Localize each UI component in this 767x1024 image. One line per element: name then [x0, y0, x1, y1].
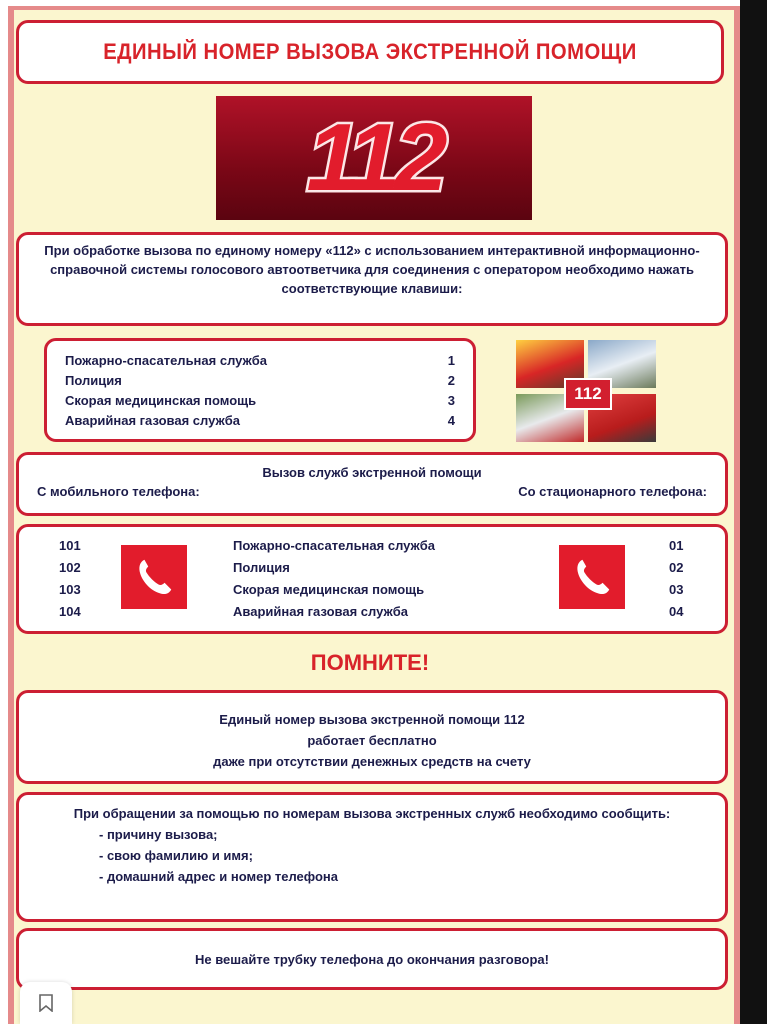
- landline-label: Со стационарного телефона:: [518, 484, 707, 499]
- free-call-line: работает бесплатно: [307, 733, 437, 748]
- code-service: Пожарно-спасательная служба: [233, 538, 436, 553]
- landline-code: 02: [669, 560, 684, 575]
- intro-text: При обработке вызова по единому номеру «112» с использованием интерактивной информационно-справочной системы голосового автоответчика для соединения с оператором необходимо нажать соответствующие клавиши:: [44, 243, 700, 296]
- phone-icon: [121, 545, 187, 609]
- mobile-code: 101: [59, 538, 81, 553]
- free-call-box: [16, 690, 728, 784]
- report-item: - домашний адрес и номер телефона: [99, 869, 339, 884]
- call-services-box: [16, 452, 728, 516]
- service-row: [65, 411, 455, 431]
- service-row: [65, 371, 455, 391]
- mobile-code: 103: [59, 582, 81, 597]
- codes-box: [16, 524, 728, 634]
- code-service: Аварийная газовая служба: [233, 604, 408, 619]
- service-name: Аварийная газовая служба: [65, 413, 240, 428]
- emergency-vehicles-collage: [516, 340, 658, 444]
- landline-code: 04: [669, 604, 684, 619]
- service-key: 3: [447, 393, 455, 408]
- service-key: 1: [447, 353, 455, 368]
- mobile-codes: [59, 535, 81, 623]
- code-service: Скорая медицинская помощь: [233, 582, 425, 597]
- call-title: Вызов служб экстренной помощи: [262, 465, 482, 480]
- landline-codes: [669, 535, 683, 623]
- report-item: - причину вызова;: [99, 827, 218, 842]
- hang-up-box: [16, 928, 728, 990]
- intro-box: [16, 232, 728, 326]
- mobile-code: 102: [59, 560, 81, 575]
- phone-icon: [559, 545, 625, 609]
- service-key: 2: [447, 373, 455, 388]
- report-heading: При обращении за помощью по номерам вызова экстренных служб необходимо сообщить:: [73, 806, 671, 821]
- title-box: [16, 20, 724, 84]
- service-name: Скорая медицинская помощь: [65, 393, 257, 408]
- service-row: [65, 351, 455, 371]
- services-keys-box: [44, 338, 476, 442]
- bookmark-button[interactable]: [20, 982, 72, 1024]
- mobile-code: 104: [59, 604, 81, 619]
- free-call-line: Единый номер вызова экстренной помощи 112: [219, 712, 525, 727]
- service-names: [233, 535, 435, 623]
- hang-up-text: Не вешайте трубку телефона до окончания разговора!: [195, 951, 549, 967]
- report-box: [16, 792, 728, 922]
- code-service: Полиция: [233, 560, 290, 575]
- poster-title: ЕДИНЫЙ НОМЕР ВЫЗОВА ЭКСТРЕННОЙ ПОМОЩИ: [103, 39, 637, 64]
- mobile-label: С мобильного телефона:: [37, 484, 200, 499]
- service-row: [65, 391, 455, 411]
- remember-heading: ПОМНИТЕ!: [310, 650, 430, 675]
- right-edge-bar: [740, 0, 767, 1024]
- report-item: - свою фамилию и имя;: [99, 848, 253, 863]
- service-name: Полиция: [65, 373, 122, 388]
- number-banner: [216, 96, 532, 220]
- free-call-line: даже при отсутствии денежных средств на счету: [213, 754, 531, 769]
- landline-code: 03: [669, 582, 684, 597]
- landline-code: 01: [669, 538, 684, 553]
- collage-badge: 112: [564, 378, 612, 410]
- service-name: Пожарно-спасательная служба: [65, 353, 268, 368]
- emergency-number: 112: [306, 104, 442, 211]
- bookmark-icon: [39, 994, 53, 1012]
- service-key: 4: [447, 413, 455, 428]
